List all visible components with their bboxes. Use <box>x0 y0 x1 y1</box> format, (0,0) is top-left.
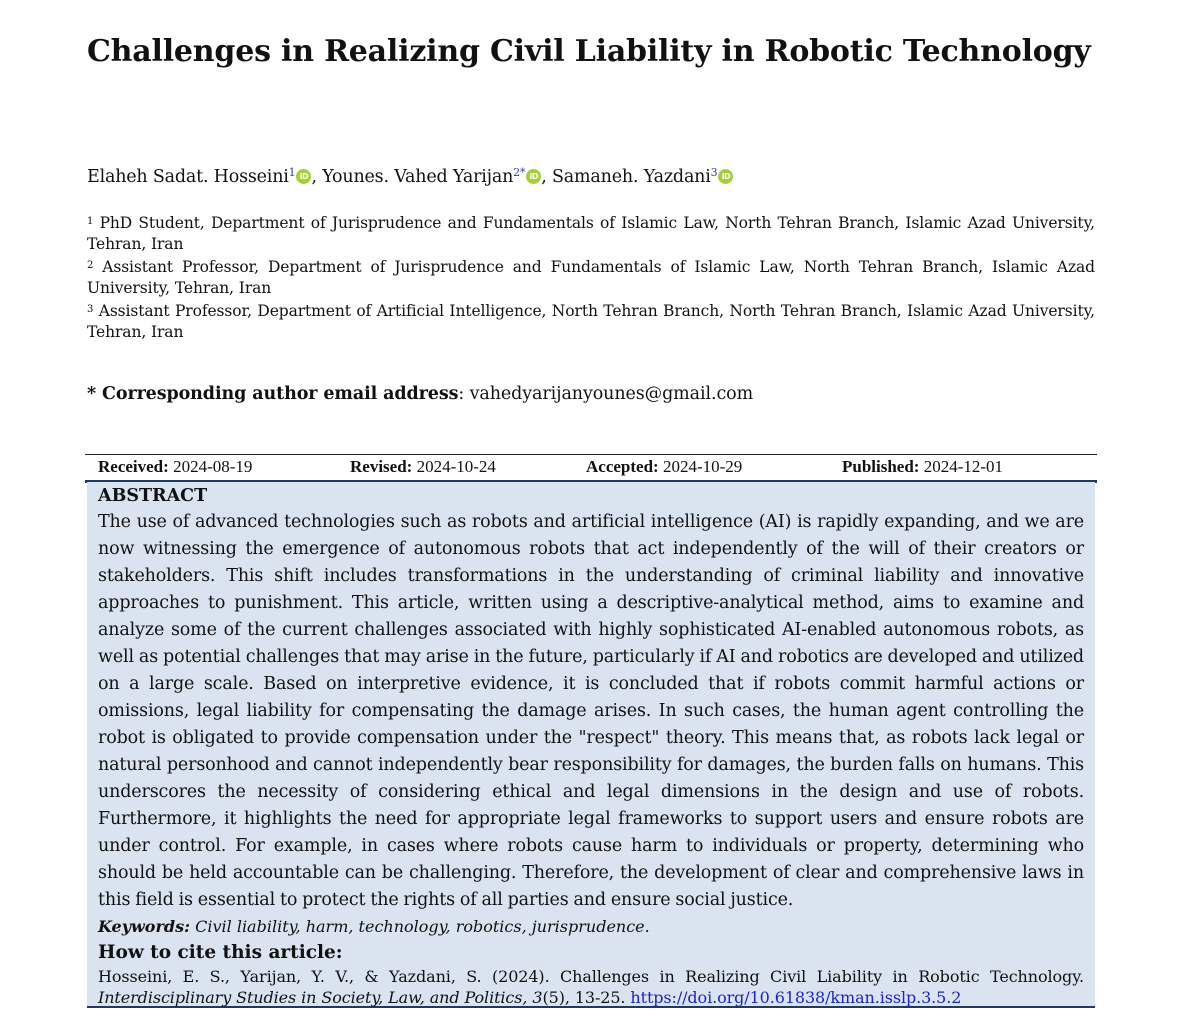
doi-link[interactable]: https://doi.org/10.61838/kman.isslp.3.5.2 <box>630 988 962 1007</box>
published-date <box>842 457 1003 477</box>
author-list <box>87 166 733 187</box>
corresponding-email[interactable]: : vahedyarijanyounes@gmail.com <box>458 384 754 404</box>
citation-authors-title: Hosseini, E. S., Yarijan, Y. V., & Yazdani, S. (2024). Challenges in Realizing Civil Liability in Robotic Technology. <box>98 967 1084 986</box>
keywords-value: Civil liability, harm, technology, robotics, jurisprudence. <box>190 917 650 936</box>
corresponding-label: * Corresponding author email address <box>87 384 459 404</box>
abstract-heading: ABSTRACT <box>98 486 208 506</box>
accepted-label: Accepted: <box>586 457 659 476</box>
affiliations <box>87 211 1095 343</box>
publication-dates-bar <box>85 454 1097 483</box>
revised-value: 2024-10-24 <box>412 457 496 476</box>
received-value: 2024-08-19 <box>168 457 253 476</box>
revised-label: Revised: <box>350 457 413 476</box>
corresponding-author <box>87 384 753 404</box>
revised-date <box>350 457 496 477</box>
affiliation-item <box>87 299 1095 343</box>
accepted-value: 2024-10-29 <box>658 457 743 476</box>
affiliation-text: PhD Student, Department of Jurisprudence and Fundamentals of Islamic Law, North Tehran Branch, Islamic Azad University, Tehran, Iran <box>87 214 1095 253</box>
received-label: Received: <box>98 457 169 476</box>
affiliation-number: 2 <box>87 260 94 271</box>
accepted-date <box>586 457 742 477</box>
published-label: Published: <box>842 457 920 476</box>
affiliation-number: 3 <box>87 304 94 315</box>
received-date <box>98 457 252 477</box>
citation-text <box>98 966 1084 1008</box>
citation-journal: Interdisciplinary Studies in Society, Law, and Politics, 3 <box>98 988 543 1007</box>
author-name: Elaheh Sadat. Hosseini <box>87 167 289 187</box>
citation-heading: How to cite this article: <box>98 942 343 963</box>
orcid-icon[interactable]: iD <box>718 169 733 184</box>
keywords-label: Keywords: <box>98 917 191 936</box>
published-value: 2024-12-01 <box>919 457 1004 476</box>
affiliation-item <box>87 211 1095 255</box>
affiliation-text: Assistant Professor, Department of Artificial Intelligence, North Tehran Branch, North Tehran Branch, Islamic Azad University, Tehran, Iran <box>87 302 1095 341</box>
affiliation-mark: 1 <box>288 166 296 179</box>
affiliation-text: Assistant Professor, Department of Jurisprudence and Fundamentals of Islamic Law, North Tehran Branch, Islamic Azad University, Tehran, Iran <box>87 258 1095 297</box>
keywords-line <box>98 914 1084 940</box>
affiliation-mark: 3 <box>710 166 718 179</box>
author-name: Samaneh. Yazdani <box>552 167 711 187</box>
abstract-panel <box>87 482 1095 1008</box>
author-separator: , <box>541 167 553 187</box>
author-name: Younes. Vahed Yarijan <box>322 167 514 187</box>
orcid-icon[interactable]: iD <box>296 169 311 184</box>
affiliation-mark: 2* <box>513 166 526 179</box>
affiliation-number: 1 <box>87 216 94 227</box>
citation-issue-pages: (5), 13-25. <box>542 988 631 1007</box>
abstract-body: The use of advanced technologies such as robots and artificial intelligence (AI) is rapidly expanding, and we are now witnessing the emergence of autonomous robots that act independently of the will of their creators or stakeholders. This shift includes transformations in the understanding of criminal liability and innovative approaches to punishment. This article, written using a descriptive-analytical method, aims to examine and analyze some of the current challenges associated with highly sophisticated AI-enabled autonomous robots, as well as potential challenges that may arise in the future, particularly if AI and robotics are developed and utilized on a large scale. Based on interpretive evidence, it is concluded that if robots commit harmful actions or omissions, legal liability for compensating the damage arises. In such cases, the human agent controlling the robot is obligated to provide compensation under the "respect" theory. This means that, as robots lack legal or natural personhood and cannot independently bear responsibility for damages, the burden falls on humans. This underscores the necessity of considering ethical and legal dimensions in the design and use of robots. Furthermore, it highlights the need for appropriate legal frameworks to support users and ensure robots are under control. For example, in cases where robots cause harm to individuals or property, determining who should be held accountable can be challenging. Therefore, the development of clear and comprehensive laws in this field is essential to protect the rights of all parties and ensure social justice. <box>98 512 1084 910</box>
orcid-icon[interactable]: iD <box>526 169 541 184</box>
author-separator: , <box>311 167 323 187</box>
article-title: Challenges in Realizing Civil Liability in Robotic Technology <box>87 34 1091 69</box>
affiliation-item <box>87 255 1095 299</box>
